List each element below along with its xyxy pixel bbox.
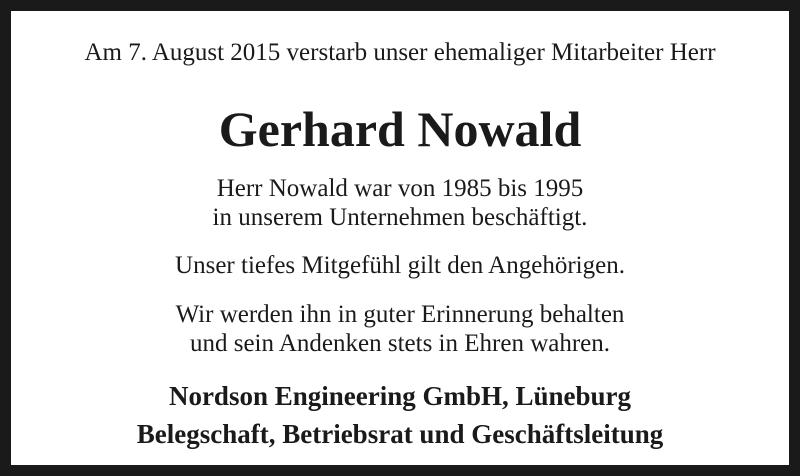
signature-staff: Belegschaft, Betriebsrat und Geschäftsleitung [136,419,664,449]
remembrance-line-1: Wir werden ihn in guter Erinnerung behalten [175,301,625,328]
remembrance-line-2: und sein Andenken stets in Ehren wahren. [189,330,611,357]
condolence-text: Unser tiefes Mitgefühl gilt den Angehörigen. [175,252,625,279]
deceased-name: Gerhard Nowald [218,101,582,157]
intro-text: Am 7. August 2015 verstarb unser ehemaliger Mitarbeiter Herr [84,39,716,66]
employment-line-2: in unserem Unternehmen beschäftigt. [212,204,588,231]
employment-line-1: Herr Nowald war von 1985 bis 1995 [216,175,584,202]
signature-company: Nordson Engineering GmbH, Lüneburg [168,381,632,411]
